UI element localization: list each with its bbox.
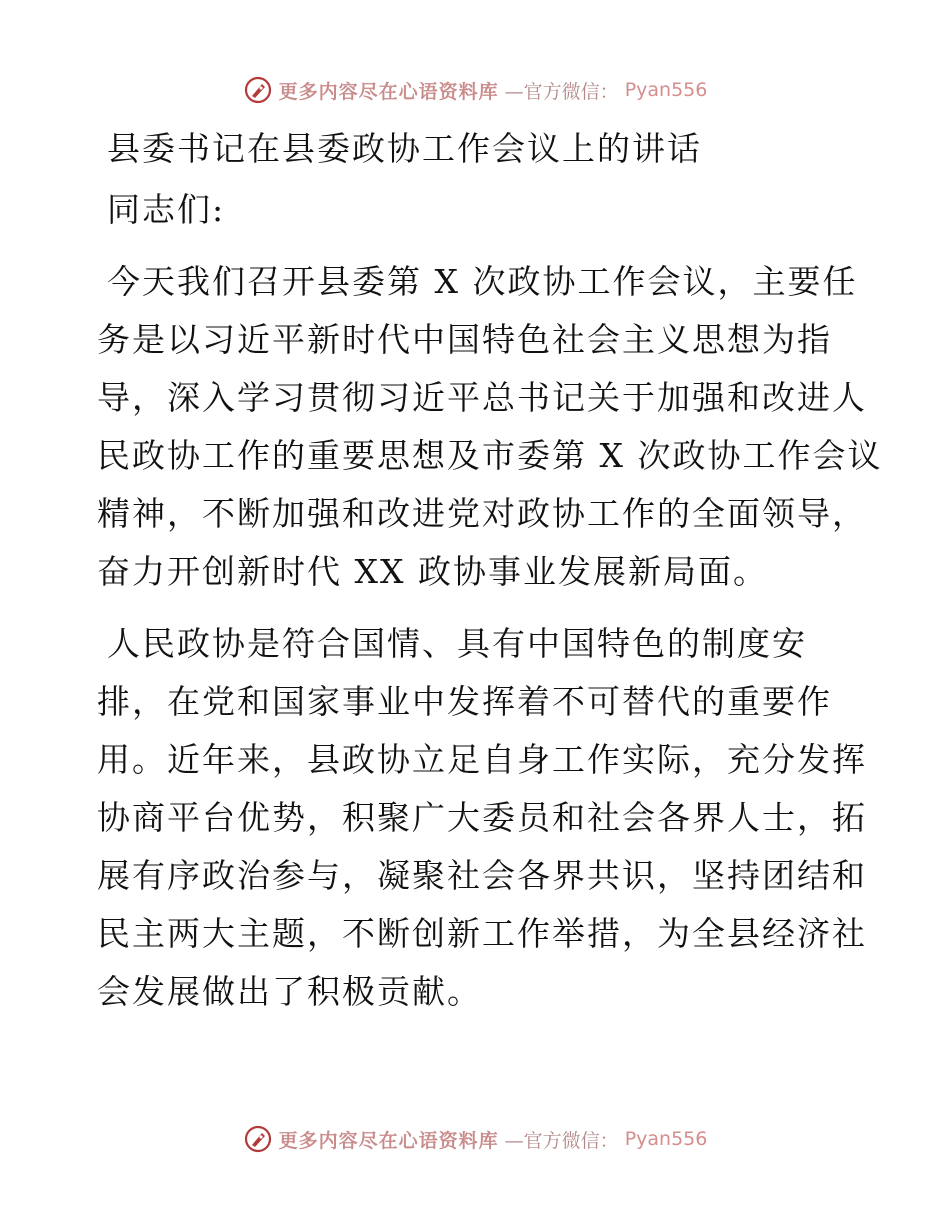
watermark-wechat-id: Pyan556 bbox=[624, 1128, 708, 1150]
watermark-contact: —官方微信： bbox=[504, 80, 619, 103]
watermark-contact: —官方微信： bbox=[504, 1129, 619, 1152]
pen-nib-logo-icon bbox=[243, 75, 273, 105]
paragraph-line: 协商平台优势，积聚广大委员和社会各界人士，拓 bbox=[97, 798, 867, 837]
paragraph-line: 务是以习近平新时代中国特色社会主义思想为指 bbox=[97, 320, 832, 359]
paragraph-line: 民政协工作的重要思想及市委第 X 次政协工作会议 bbox=[97, 436, 883, 475]
paragraph-line: 导，深入学习贯彻习近平总书记关于加强和改进人 bbox=[97, 378, 867, 417]
paragraph-line: 民主两大主题，不断创新工作举措，为全县经济社 bbox=[97, 914, 867, 953]
watermark-wechat-id: Pyan556 bbox=[624, 79, 708, 101]
paragraph-line: 今天我们召开县委第 X 次政协工作会议，主要任 bbox=[107, 262, 858, 301]
pen-nib-logo-icon bbox=[243, 1124, 273, 1154]
paragraph-line: 展有序政治参与，凝聚社会各界共识，坚持团结和 bbox=[97, 856, 867, 895]
greeting: 同志们: bbox=[107, 190, 226, 229]
document-body bbox=[97, 120, 883, 1021]
watermark-brand: 更多内容尽在心语资料库 bbox=[278, 80, 499, 103]
paragraph-line: 人民政协是符合国情、具有中国特色的制度安 bbox=[107, 624, 807, 663]
paragraph-2 bbox=[97, 615, 867, 1021]
watermark-brand: 更多内容尽在心语资料库 bbox=[278, 1129, 499, 1152]
paragraph-1 bbox=[97, 253, 883, 601]
paragraph-line: 会发展做出了积极贡献。 bbox=[97, 972, 482, 1011]
footer-watermark bbox=[0, 1119, 950, 1159]
paragraph-line: 用。近年来，县政协立足自身工作实际，充分发挥 bbox=[97, 740, 867, 779]
header-watermark bbox=[0, 70, 950, 110]
document-title: 县委书记在县委政协工作会议上的讲话 bbox=[107, 129, 702, 168]
paragraph-line: 排，在党和国家事业中发挥着不可替代的重要作 bbox=[97, 682, 832, 721]
paragraph-line: 奋力开创新时代 XX 政协事业发展新局面。 bbox=[97, 552, 768, 591]
paragraph-line: 精神，不断加强和改进党对政协工作的全面领导， bbox=[97, 494, 867, 533]
